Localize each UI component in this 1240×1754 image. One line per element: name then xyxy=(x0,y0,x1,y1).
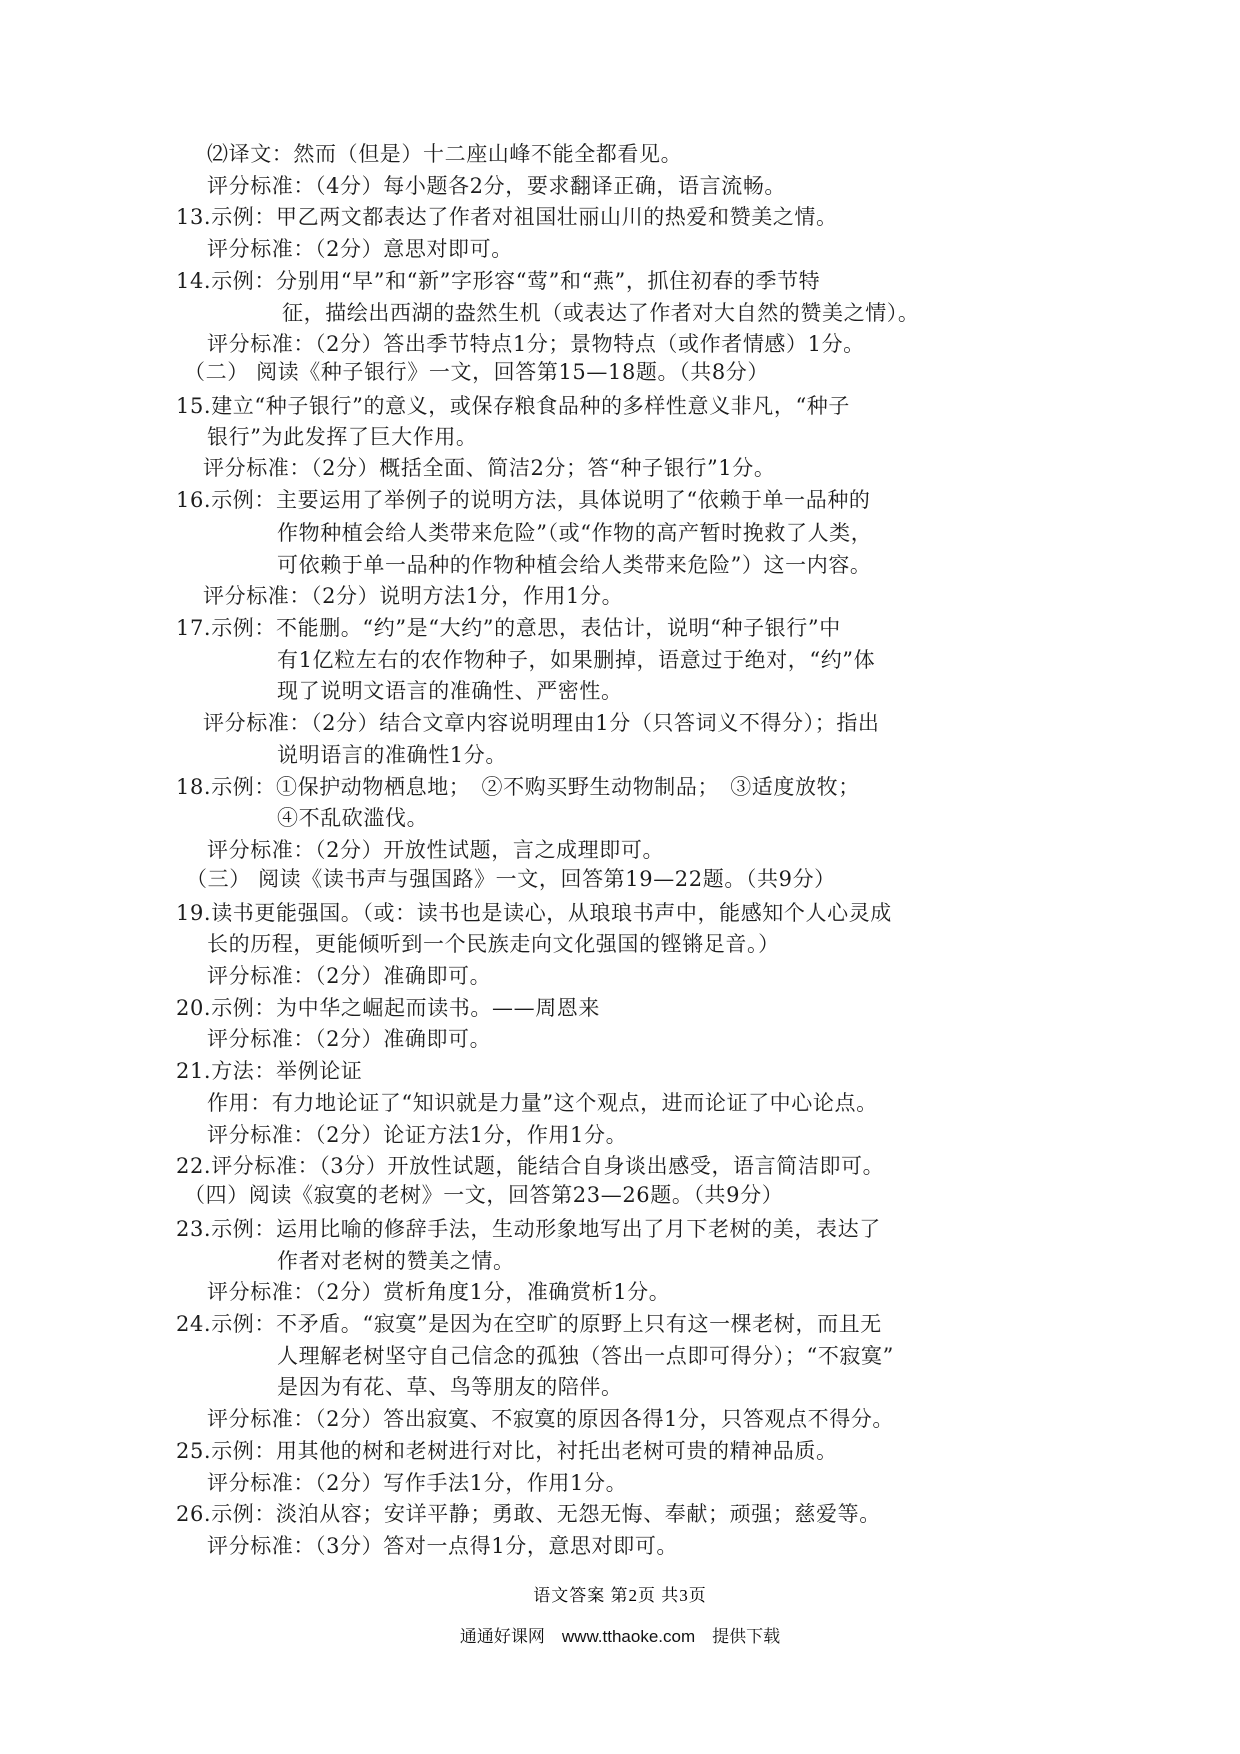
answer-line: 评分标准：（3分）答对一点得1分，意思对即可。 xyxy=(207,1534,679,1558)
answer-line: 评分标准：（2分）赏析角度1分，准确赏析1分。 xyxy=(207,1280,671,1304)
answer-line: ⑵译文：然而（但是）十二座山峰不能全都看见。 xyxy=(207,142,683,166)
answer-line: 长的历程，更能倾听到一个民族走向文化强国的铿锵足音。） xyxy=(207,932,780,956)
answer-line: 评分标准：（4分）每小题各2分，要求翻译正确，语言流畅。 xyxy=(207,174,787,198)
answer-line: 评分标准：（2分）准确即可。 xyxy=(207,964,492,988)
answer-line: 21.方法：举例论证 xyxy=(176,1059,363,1083)
answer-line: 评分标准：（2分）说明方法1分，作用1分。 xyxy=(203,584,624,608)
answer-line: 评分标准：（2分）答出季节特点1分；景物特点（或作者情感）1分。 xyxy=(207,332,865,356)
answer-line: 作用：有力地论证了“知识就是力量”这个观点，进而论证了中心论点。 xyxy=(207,1091,878,1115)
answer-line: 25.示例：用其他的树和老树进行对比，衬托出老树可贵的精神品质。 xyxy=(176,1439,838,1463)
answer-line: 评分标准：（2分）概括全面、简洁2分；答“种子银行”1分。 xyxy=(203,456,776,480)
section-heading: （三） 阅读《读书声与强国路》一文，回答第19—22题。（共9分） xyxy=(186,867,836,891)
answer-line: 征，描绘出西湖的盎然生机（或表达了作者对大自然的赞美之情）。 xyxy=(282,301,920,325)
answer-line: 银行”为此发挥了巨大作用。 xyxy=(207,425,478,449)
answer-line: 作者对老树的赞美之情。 xyxy=(277,1249,515,1273)
answer-line: 有1亿粒左右的农作物种子，如果删掉，语意过于绝对，“约”体 xyxy=(277,648,876,672)
answer-line: 评分标准：（2分）意思对即可。 xyxy=(207,237,513,261)
answer-line: 可依赖于单一品种的作物种植会给人类带来危险”）这一内容。 xyxy=(277,553,872,577)
answer-line: 说明语言的准确性1分。 xyxy=(277,743,507,767)
answer-line: 23.示例：运用比喻的修辞手法，生动形象地写出了月下老树的美，表达了 xyxy=(176,1217,881,1241)
answer-line: 作物种植会给人类带来危险”（或“作物的高产暂时挽救了人类， xyxy=(277,521,873,545)
answer-line: 现了说明文语言的准确性、严密性。 xyxy=(277,679,623,703)
answer-line: 评分标准：（2分）结合文章内容说明理由1分（只答词义不得分）；指出 xyxy=(203,711,880,735)
answer-line: 评分标准：（2分）开放性试题，言之成理即可。 xyxy=(207,838,665,862)
answer-line: 评分标准：（2分）答出寂寞、不寂寞的原因各得1分，只答观点不得分。 xyxy=(207,1407,895,1431)
answer-line: 评分标准：（2分）论证方法1分，作用1分。 xyxy=(207,1123,628,1147)
section-heading: （四）阅读《寂寞的老树》一文，回答第23—26题。（共9分） xyxy=(184,1183,784,1207)
answer-line: 22.评分标准：（3分）开放性试题，能结合自身谈出感受，语言简洁即可。 xyxy=(176,1154,885,1178)
download-notice: 通通好课网 www.tthaoke.com 提供下载 xyxy=(459,1627,781,1646)
answer-line: 26.示例：淡泊从容；安详平静；勇敢、无怨无悔、奉献；顽强；慈爱等。 xyxy=(176,1502,881,1526)
answer-line: 18.示例：①保护动物栖息地； ②不购买野生动物制品； ③适度放牧； xyxy=(176,775,860,799)
answer-line: 19.读书更能强国。（或：读书也是读心，从琅琅书声中，能感知个人心灵成 xyxy=(176,901,892,925)
section-heading: （二） 阅读《种子银行》一文，回答第15—18题。（共8分） xyxy=(184,360,769,384)
answer-line: 20.示例：为中华之崛起而读书。——周恩来 xyxy=(176,996,600,1020)
answer-line: ④不乱砍滥伐。 xyxy=(277,806,429,830)
answer-line: 评分标准：（2分）准确即可。 xyxy=(207,1027,492,1051)
answer-line: 17.示例：不能删。“约”是“大约”的意思，表估计，说明“种子银行”中 xyxy=(176,616,841,640)
answer-line: 人理解老树坚守自己信念的孤独（答出一点即可得分）；“不寂寞” xyxy=(277,1344,894,1368)
answer-line: 13.示例：甲乙两文都表达了作者对祖国壮丽山川的热爱和赞美之情。 xyxy=(176,205,838,229)
answer-line: 14.示例：分别用“早”和“新”字形容“莺”和“燕”，抓住初春的季节特 xyxy=(176,269,821,293)
answer-line: 评分标准：（2分）写作手法1分，作用1分。 xyxy=(207,1471,628,1495)
answer-line: 是因为有花、草、鸟等朋友的陪伴。 xyxy=(277,1375,623,1399)
answer-line: 15.建立“种子银行”的意义，或保存粮食品种的多样性意义非凡，“种子 xyxy=(176,394,851,418)
answer-line: 24.示例：不矛盾。“寂寞”是因为在空旷的原野上只有这一棵老树，而且无 xyxy=(176,1312,882,1336)
answer-line: 16.示例：主要运用了举例子的说明方法，具体说明了“依赖于单一品种的 xyxy=(176,488,871,512)
page-footer: 语文答案 第2页 共3页 xyxy=(533,1586,707,1605)
